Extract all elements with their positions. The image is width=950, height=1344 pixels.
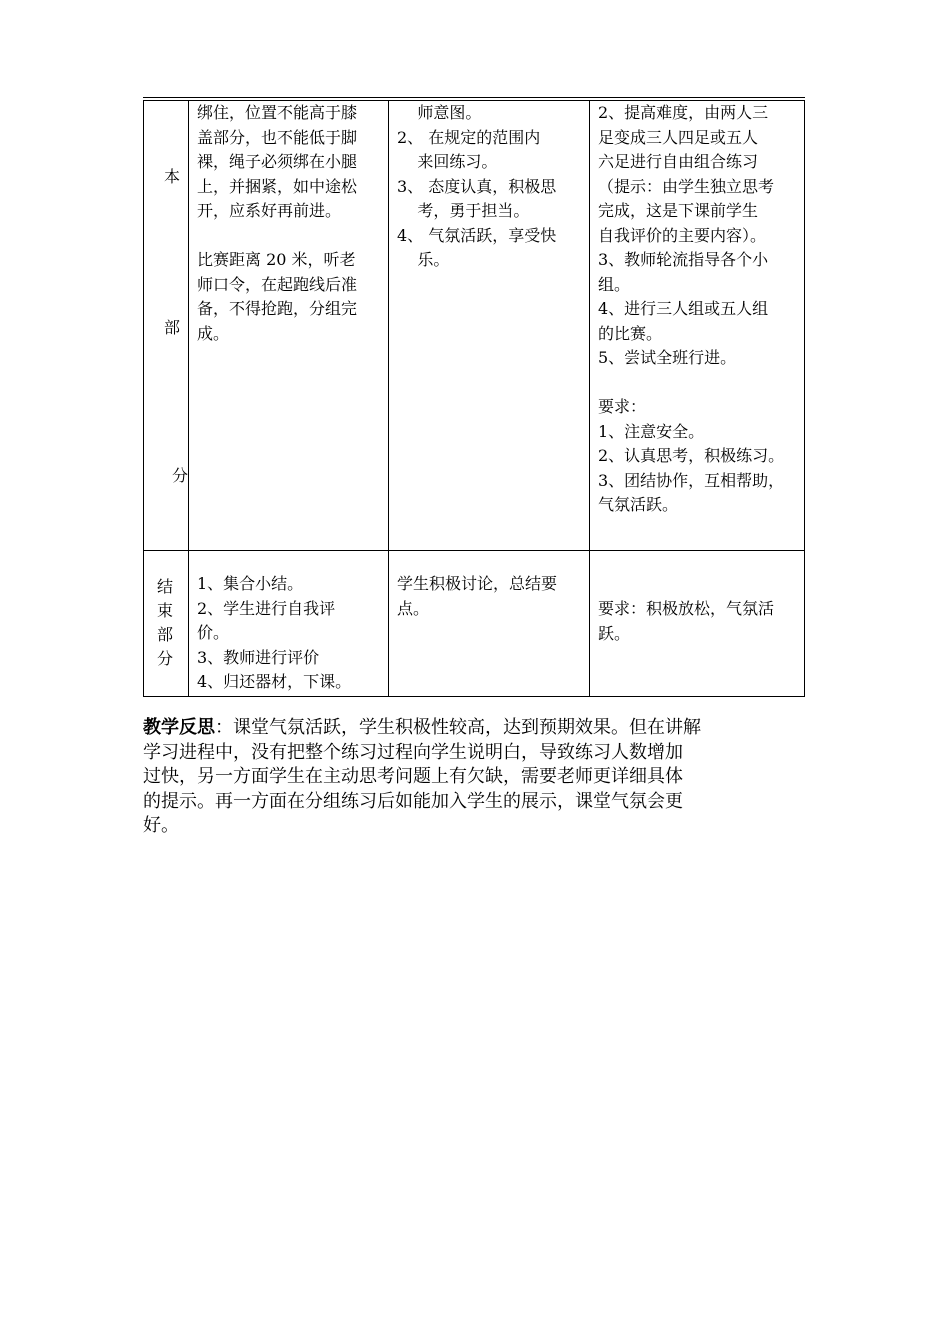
student-activity-text: 学生积极讨论，总结要 点。 (397, 574, 558, 618)
requirements-cell (589, 551, 805, 696)
teaching-reflection (143, 716, 807, 839)
reflection-line: 过快，另一方面学生在主动思考问题上有欠缺，需要老师更详细具体 (143, 766, 683, 787)
header-rule (143, 97, 805, 98)
student-activity-cell (388, 551, 589, 696)
content-text: 1、集合小结。 2、学生进行自我评 价。 3、教师进行评价 4、归还器材，下课。 (197, 574, 352, 691)
requirements-text: 2、提高难度，由两人三 足变成三人四足或五人 六足进行自由组合练习 （提示：由学生独立思考 完成，这是下课前学生 自我评价的主要内容）。 3、教师轮流指导各个小 组。 4、进行三人组或五人组 的比赛。 5、尝试全班行进。 要求： 1、注意安全。 2、认真思考，积极练习。 3、团结协作，互相帮助， 气氛活跃。 (598, 103, 785, 514)
content-cell (188, 551, 388, 696)
section-label-char: 本 (164, 167, 181, 186)
section-label-char: 结 (157, 577, 174, 596)
reflection-line: 的提示。再一方面在分组练习后如能加入学生的展示，课堂气氛会更 (143, 790, 683, 812)
section-label-char: 分 (172, 466, 189, 485)
section-label-char: 部 (157, 625, 174, 644)
section-label-cell (144, 551, 188, 696)
content-text: 绑住，位置不能高于膝 盖部分，也不能低于脚 裸，绳子必须绑在小腿 上，并捆紧，如中途松 开，应系好再前进。 比赛距离 20 米，听老 师口令，在起跑线后准 备，不得抢跑，分组完 成。 (197, 103, 358, 343)
reflection-line: 学习进程中，没有把整个练习过程向学生说明白，导致练习人数增加 (143, 741, 683, 763)
section-label-char: 束 (157, 601, 174, 620)
requirements-text: 要求：积极放松，气氛活 跃。 (598, 599, 775, 643)
requirements-cell (589, 101, 805, 551)
reflection-line: ：课堂气氛活跃，学生积极性较高，达到预期效果。但在讲解 (215, 717, 701, 738)
section-label-char: 部 (164, 318, 181, 337)
student-activity-cell (388, 101, 589, 551)
section-label-cell (144, 101, 188, 551)
content-cell (188, 101, 388, 551)
section-label-char: 分 (157, 649, 174, 668)
reflection-label: 教学反思 (143, 717, 215, 738)
lesson-table-end-section (143, 550, 805, 697)
reflection-line: 好。 (143, 815, 179, 836)
student-activity-text: 师意图。 2、 在规定的范围内 来回练习。 3、 态度认真，积极思 考，勇于担当。 4、 气氛活跃，享受快 乐。 (397, 103, 557, 269)
lesson-table-main-section (143, 100, 805, 551)
